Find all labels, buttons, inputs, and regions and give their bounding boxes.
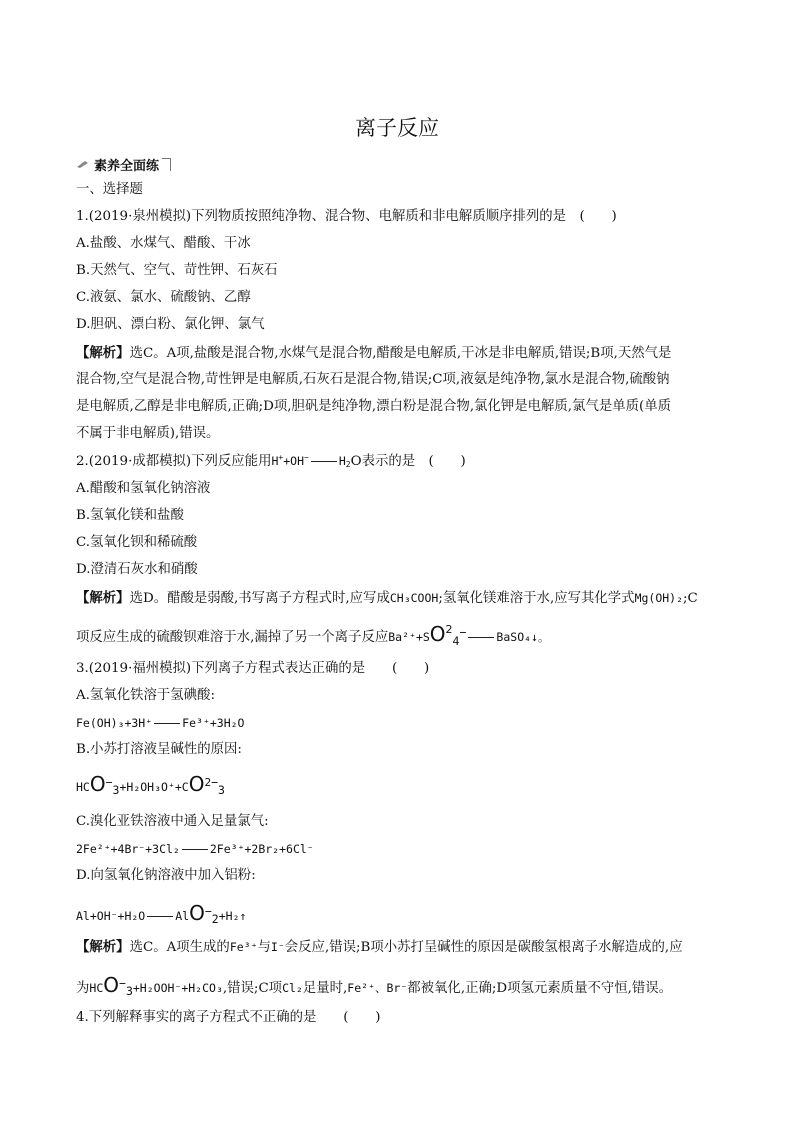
q3-stem: 3.(2019·福州模拟)下列离子方程式表达正确的是 ( ) bbox=[76, 661, 430, 676]
q1-analysis-line-3: 是电解质,乙醇是非电解质,正确;D项,胆矾是纯净物,漂白粉是混合物,氯化钾是电解质,氯气是单质(单质 bbox=[76, 399, 672, 414]
q3-analysis-line-2: 为HCO−3+H₂OOH⁻+H₂CO₃,错误;C项Cl₂足量时,Fe²⁺、Br⁻都被氧化,正确;D项氢元素质量不守恒,错误。 bbox=[76, 973, 673, 998]
pen-icon bbox=[76, 159, 90, 169]
q1-analysis-tag: 【解析】 bbox=[76, 345, 130, 361]
banner-tail-decoration bbox=[162, 158, 171, 171]
q3-option-b: B.小苏打溶液呈碱性的原因: bbox=[76, 742, 242, 757]
q3-option-a: A.氢氧化铁溶于氢碘酸: bbox=[76, 688, 215, 703]
q2-analysis-line-1: 【解析】选D。醋酸是弱酸,书写离子方程式时,应写成CH₃COOH;氢氧化镁难溶于水,应写其化学式Mg(OH)₂;C bbox=[76, 590, 698, 606]
q1-option-d: D.胆矾、漂白粉、氯化钾、氯气 bbox=[76, 317, 265, 332]
q1-analysis-line-4: 不属于非电解质),错误。 bbox=[76, 426, 220, 441]
q1-option-b: B.天然气、空气、苛性钾、石灰石 bbox=[76, 263, 278, 278]
q1-analysis-text-1: 选C。A项,盐酸是混合物,水煤气是混合物,醋酸是电解质,干冰是非电解质,错误;B项,天然气是 bbox=[129, 346, 672, 361]
q2-analysis-tag: 【解析】 bbox=[76, 590, 130, 606]
q2-stem bbox=[76, 451, 466, 472]
q2-stem-tail: O表示的是 ( ) bbox=[350, 454, 466, 469]
q1-stem: 1.(2019·泉州模拟)下列物质按照纯净物、混合物、电解质和非电解质顺序排列的是 ( ) bbox=[76, 209, 617, 224]
q1-analysis-line-2: 混合物,空气是混合物,苛性钾是电解质,石灰石是混合物,错误;C项,液氨是纯净物,氯水是混合物,硫酸钠 bbox=[76, 372, 670, 387]
q2-option-d: D.澄清石灰水和硝酸 bbox=[76, 562, 198, 577]
q2-analysis-line-2: 项反应生成的硫酸钡难溶于水,漏掉了另一个离子反应$Ba^{2+}+SO^24^-$ BaSO₄↓。 bbox=[76, 622, 550, 648]
q3-option-a-equation: Fe(OH)₃+3H⁺ Fe³⁺+3H₂O bbox=[76, 716, 245, 730]
q2-equation: H++OH− $H_2$ bbox=[271, 453, 351, 469]
q2-option-b: B.氢氧化镁和盐酸 bbox=[76, 508, 184, 523]
q1-option-a: A.盐酸、水煤气、醋酸、干冰 bbox=[76, 236, 251, 251]
section-banner bbox=[76, 154, 171, 174]
q3-option-c-equation: 2Fe²⁺+4Br⁻+3Cl₂ 2Fe³⁺+2Br₂+6Cl⁻ bbox=[76, 842, 314, 856]
q3-option-b-equation: $HCO^-3+H_2OH_3O^++CO^{2-}3$ bbox=[76, 772, 225, 797]
q3-analysis-line-1: 【解析】选C。A项生成的Fe³⁺与I⁻会反应,错误;B项小苏打呈碱性的原因是碳酸氢根离子水解造成的,应 bbox=[76, 939, 683, 955]
q2-option-c: C.氢氧化钡和稀硫酸 bbox=[76, 535, 198, 550]
q4-stem: 4.下列解释事实的离子方程式不正确的是 ( ) bbox=[76, 1010, 381, 1025]
q3-analysis-tag: 【解析】 bbox=[76, 939, 130, 955]
banner-label: 素养全面练 bbox=[94, 158, 160, 174]
q1-option-c: C.液氨、氯水、硫酸钠、乙醇 bbox=[76, 290, 251, 305]
q3-option-d: D.向氢氧化钠溶液中加入铝粉: bbox=[76, 868, 256, 883]
sulfate-formula: $O^2$ bbox=[429, 622, 453, 646]
q1-analysis-line-1 bbox=[76, 343, 671, 364]
q3-option-c: C.溴化亚铁溶液中通入足量氯气: bbox=[76, 814, 269, 829]
section-heading: 一、选择题 bbox=[76, 182, 143, 197]
q2-stem-text: 2.(2019·成都模拟)下列反应能用 bbox=[76, 454, 272, 469]
q3-option-d-equation: Al+OH⁻+H₂O AlO−2+H₂↑ bbox=[76, 901, 247, 926]
q2-option-a: A.醋酸和氢氧化钠溶液 bbox=[76, 481, 211, 496]
page-title: 离子反应 bbox=[355, 116, 439, 140]
